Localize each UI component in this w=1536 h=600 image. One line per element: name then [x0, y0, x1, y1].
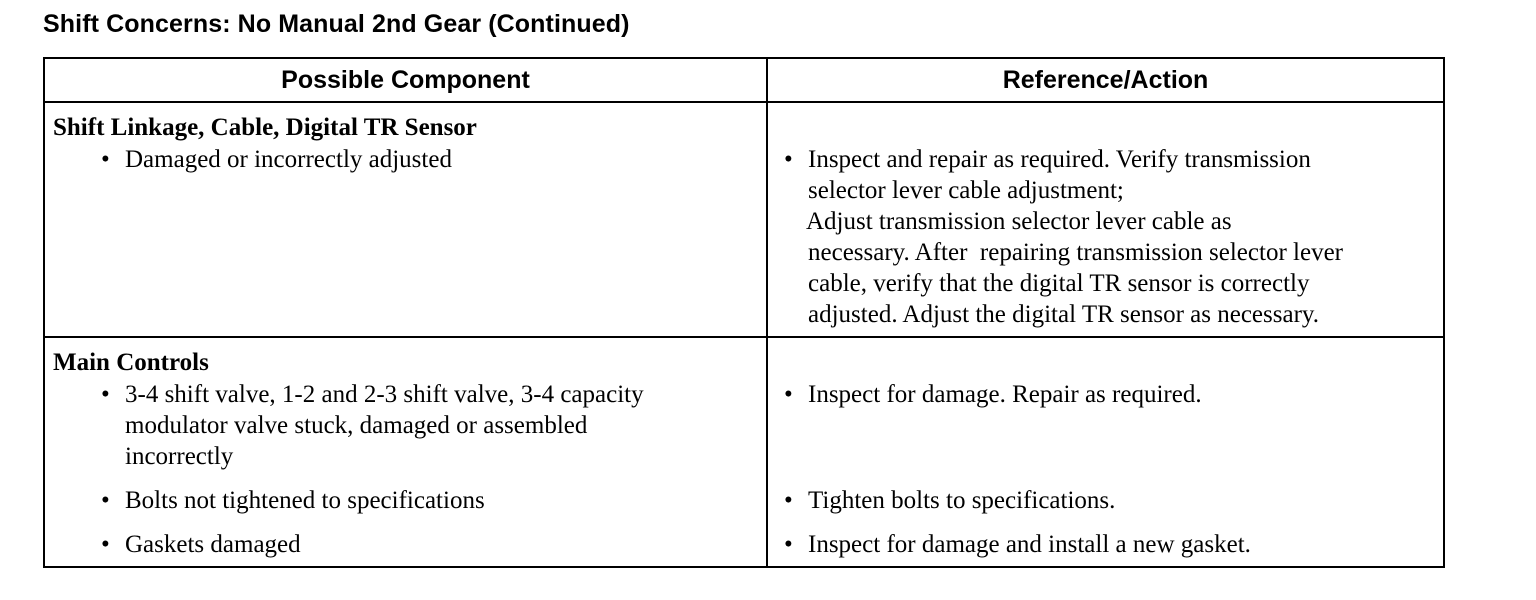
- action-line: • Inspect and repair as required. Verify transmission: [808, 146, 1311, 173]
- action-bullet: • Tighten bolts to specifications.: [768, 485, 1443, 516]
- column-header-possible-component: Possible Component: [44, 58, 767, 102]
- section-main-controls-row: [44, 337, 1444, 379]
- action-bullet: • Inspect for damage. Repair as required.: [768, 379, 1443, 410]
- component-line: • 3-4 shift valve, 1-2 and 2-3 shift valve, 3-4 capacity: [125, 381, 644, 408]
- component-line: incorrectly: [125, 443, 234, 470]
- component-bullet: • Bolts not tightened to specifications: [45, 485, 766, 529]
- action-line: selector lever cable adjustment;: [808, 177, 1124, 204]
- component-bullet: • Gaskets damaged: [45, 529, 766, 566]
- component-cell: [44, 144, 767, 337]
- component-line: modulator valve stuck, damaged or assembled: [125, 412, 588, 439]
- table-header-row: [44, 58, 1444, 102]
- diagnostic-table: [43, 57, 1445, 568]
- action-line: cable, verify that the digital TR sensor is correctly: [808, 270, 1310, 297]
- column-header-reference-action: Reference/Action: [767, 58, 1444, 102]
- action-cell: [767, 144, 1444, 337]
- action-bullet: [768, 144, 1443, 336]
- component-cell: [44, 485, 767, 529]
- group-label-cell: [44, 102, 767, 144]
- empty-cell: [767, 337, 1444, 379]
- action-cell: [767, 529, 1444, 567]
- action-bullet: • Inspect for damage and install a new gasket.: [768, 529, 1443, 560]
- section-shift-linkage-row: [44, 102, 1444, 144]
- table-row: [44, 379, 1444, 485]
- component-cell: [44, 529, 767, 567]
- group-label-cell: [44, 337, 767, 379]
- empty-cell: [767, 102, 1444, 144]
- action-line: adjusted. Adjust the digital TR sensor as necessary.: [808, 301, 1320, 328]
- table-row: [44, 485, 1444, 529]
- page-title: Shift Concerns: No Manual 2nd Gear (Continued): [43, 10, 630, 38]
- table-row: [44, 144, 1444, 337]
- component-cell: [44, 379, 767, 485]
- group-label: Main Controls: [53, 349, 209, 376]
- action-line: necessary. After repairing transmission selector lever: [808, 239, 1343, 266]
- action-cell: [767, 485, 1444, 529]
- component-bullet: • Damaged or incorrectly adjusted: [45, 144, 766, 175]
- action-cell: [767, 379, 1444, 485]
- group-label: Shift Linkage, Cable, Digital TR Sensor: [53, 114, 477, 141]
- table-row: [44, 529, 1444, 567]
- component-bullet: [45, 379, 766, 485]
- action-line: Adjust transmission selector lever cable as: [806, 208, 1232, 235]
